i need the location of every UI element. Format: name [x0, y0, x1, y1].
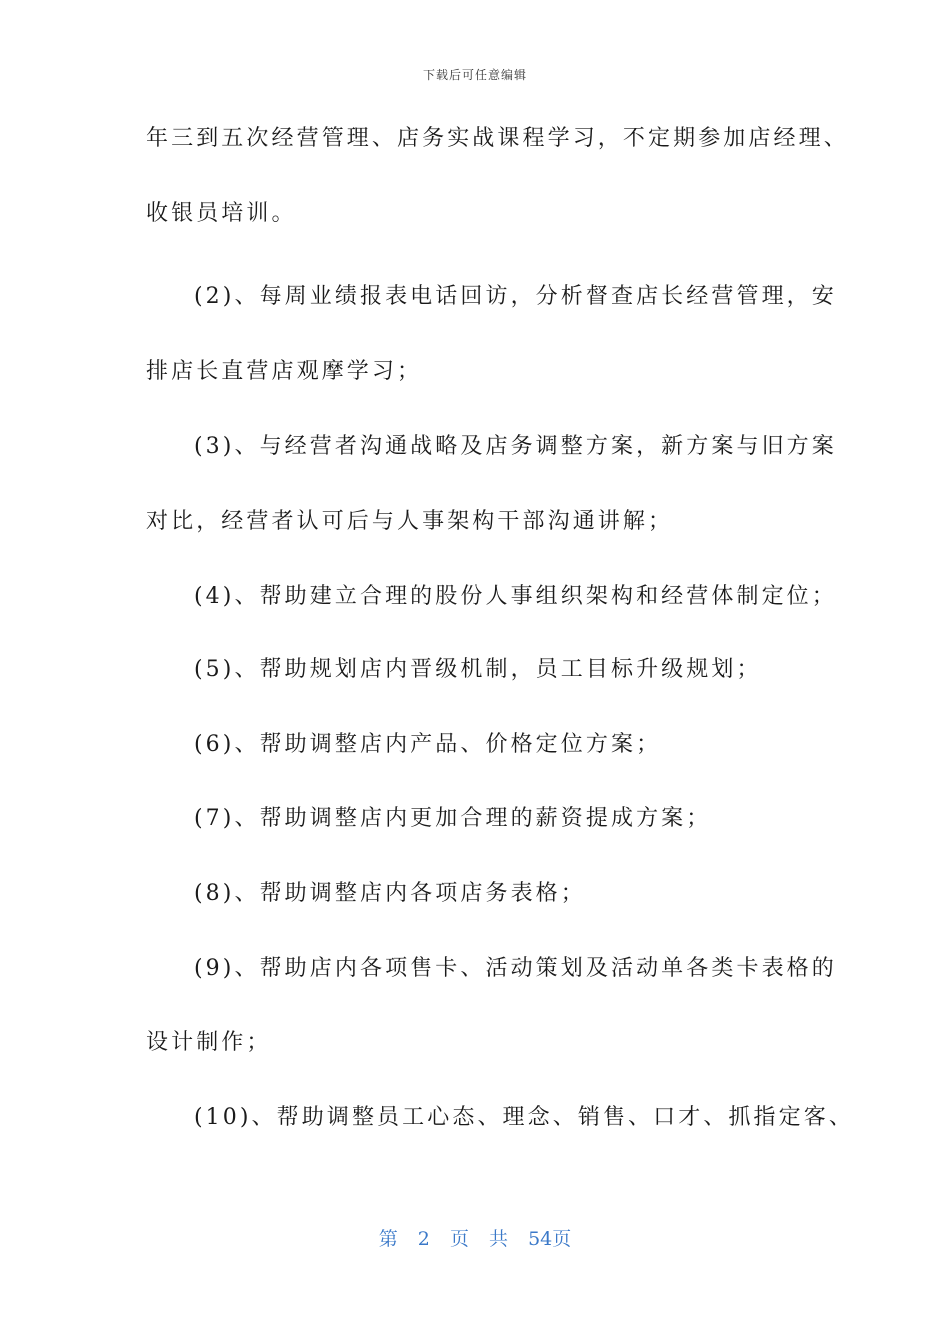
text-line: (3)、与经营者沟通战略及店务调整方案，新方案与旧方案 — [194, 434, 837, 459]
text-line: 收银员培训。 — [146, 201, 297, 226]
text-line: (7)、帮助调整店内更加合理的薪资提成方案； — [194, 806, 712, 831]
text-line: (5)、帮助规划店内晋级机制，员工目标升级规划； — [194, 657, 762, 682]
footer-total-pages: 54页 — [528, 1228, 572, 1250]
text-line: 设计制作； — [146, 1030, 272, 1055]
text-line: (4)、帮助建立合理的股份人事组织架构和经营体制定位； — [194, 584, 837, 609]
text-line: (6)、帮助调整店内产品、价格定位方案； — [194, 732, 662, 757]
text-line: 年三到五次经营管理、店务实战课程学习，不定期参加店经理、 — [146, 126, 849, 151]
text-line: (10)、帮助调整员工心态、理念、销售、口才、抓指定客、 — [194, 1105, 854, 1130]
footer-label-ye: 页 — [449, 1228, 469, 1250]
footer-label-di: 第 — [378, 1228, 398, 1250]
page-header-note: 下载后可任意编辑 — [422, 68, 527, 82]
text-line: (9)、帮助店内各项售卡、活动策划及活动单各类卡表格的 — [194, 956, 837, 981]
footer-label-gong: 共 — [489, 1228, 509, 1250]
text-line: (2)、每周业绩报表电话回访，分析督查店长经营管理，安 — [194, 284, 837, 309]
page-footer — [0, 1224, 950, 1251]
text-line: (8)、帮助调整店内各项店务表格； — [194, 881, 586, 906]
text-line: 排店长直营店观摩学习； — [146, 359, 423, 384]
text-line: 对比，经营者认可后与人事架构干部沟通讲解； — [146, 509, 674, 534]
footer-current-page: 2 — [417, 1228, 430, 1250]
